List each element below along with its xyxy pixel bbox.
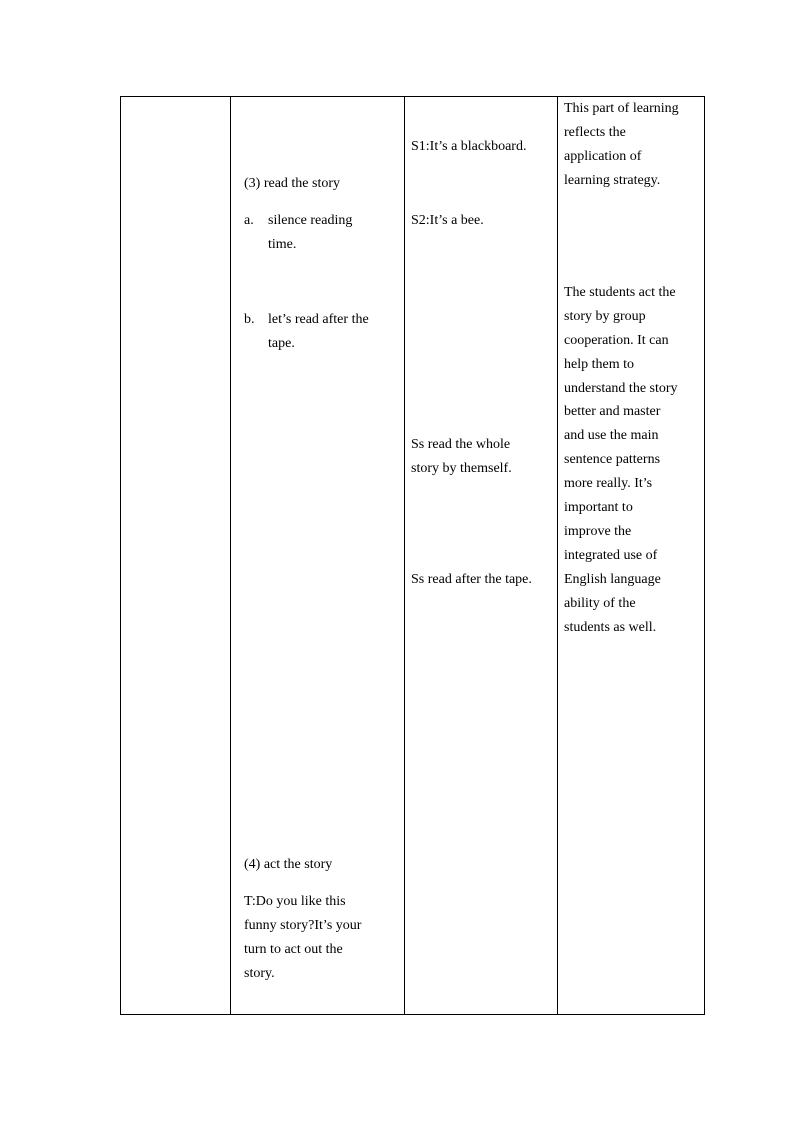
note2-line-11: improve the: [564, 524, 632, 539]
response-tape: Ss read after the tape.: [411, 572, 532, 587]
note2-line-8: sentence patterns: [564, 452, 661, 467]
column-divider-2: [404, 97, 405, 1014]
response-s2: S2:It’s a bee.: [411, 213, 484, 228]
column-divider-3: [557, 97, 558, 1014]
note2-line-2: story by group: [564, 309, 646, 324]
note2-line-10: important to: [564, 500, 633, 515]
item-a-marker: a.: [244, 213, 254, 228]
item-a-line-2: time.: [268, 237, 297, 252]
note2-line-14: ability of the: [564, 596, 636, 611]
note2-line-1: The students act the: [564, 285, 676, 300]
note2-line-4: help them to: [564, 357, 634, 372]
note1-line-2: reflects the: [564, 125, 626, 140]
note2-line-6: better and master: [564, 404, 661, 419]
note2-line-7: and use the main: [564, 428, 659, 443]
note1-line-3: application of: [564, 149, 642, 164]
act-story-heading: (4) act the story: [244, 857, 333, 872]
response-whole-line-2: story by themself.: [411, 461, 512, 476]
note2-line-12: integrated use of: [564, 548, 658, 563]
act-line-1: T:Do you like this: [244, 894, 346, 909]
note1-line-4: learning strategy.: [564, 173, 661, 188]
item-b-marker: b.: [244, 312, 255, 327]
act-line-2: funny story?It’s your: [244, 918, 362, 933]
note2-line-3: cooperation. It can: [564, 333, 669, 348]
note2-line-13: English language: [564, 572, 661, 587]
note2-line-5: understand the story: [564, 381, 678, 396]
note2-line-15: students as well.: [564, 620, 657, 635]
note1-line-1: This part of learning: [564, 101, 679, 116]
note2-line-9: more really. It’s: [564, 476, 653, 491]
response-whole-line-1: Ss read the whole: [411, 437, 511, 452]
item-b-line-2: tape.: [268, 336, 295, 351]
item-b-line-1: let’s read after the: [268, 312, 369, 327]
column-divider-1: [230, 97, 231, 1014]
item-a-line-1: silence reading: [268, 213, 353, 228]
act-line-3: turn to act out the: [244, 942, 343, 957]
response-s1: S1:It’s a blackboard.: [411, 139, 527, 154]
read-story-heading: (3) read the story: [244, 176, 341, 191]
act-line-4: story.: [244, 966, 275, 981]
